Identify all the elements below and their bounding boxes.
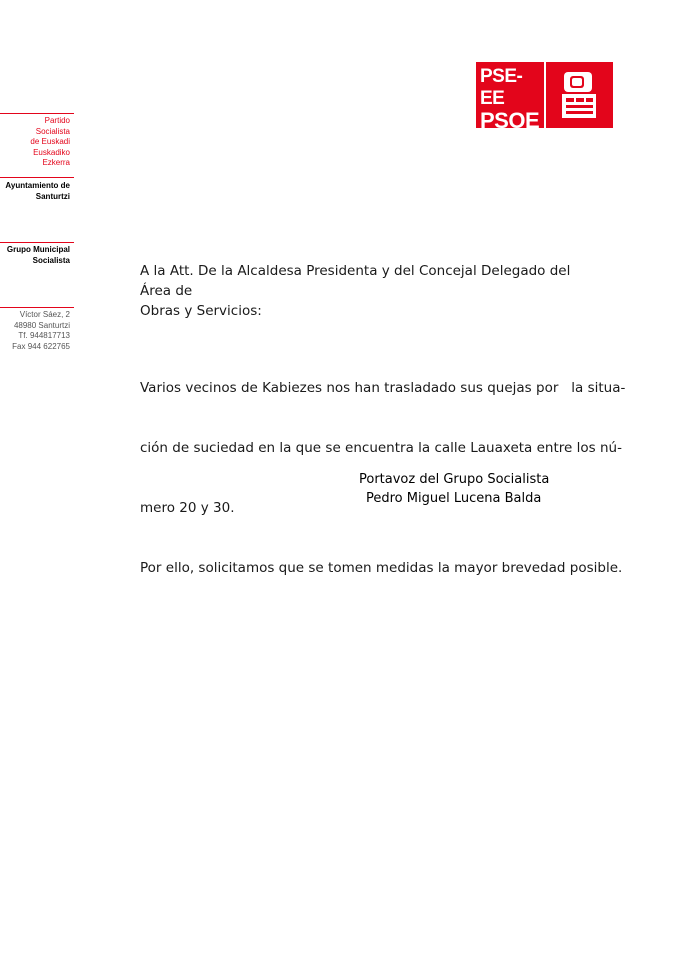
address-line: Víctor Sáez, 2 xyxy=(19,310,70,319)
logo-divider xyxy=(544,62,546,128)
fist-and-rose-icon xyxy=(562,72,598,118)
letter-greeting xyxy=(140,261,602,321)
sidebar-rule xyxy=(0,177,74,178)
party-line: Ezkerra xyxy=(42,158,70,167)
sidebar-rule xyxy=(0,113,74,114)
sidebar-party xyxy=(0,116,74,169)
logo-line-2: PSOE xyxy=(480,108,540,133)
body-line: ción de suciedad en la que se encuentra la calle Lauaxeta entre los nú- xyxy=(140,440,622,456)
group-line: Grupo Municipal xyxy=(6,245,70,254)
council-line: Ayuntamiento de xyxy=(5,181,70,190)
logo-wordmark xyxy=(480,66,542,132)
logo-line-1: PSE-EE xyxy=(480,66,523,109)
party-line: Socialista xyxy=(35,126,70,136)
greeting-line: Obras y Servicios: xyxy=(140,303,262,319)
sidebar-rule xyxy=(0,242,74,243)
sidebar-group xyxy=(0,245,74,266)
letter-body xyxy=(140,338,626,598)
signature-name: Pedro Miguel Lucena Balda xyxy=(366,491,542,506)
sidebar-council xyxy=(0,181,74,202)
address-line: Tf. 944817713 xyxy=(18,331,70,340)
sidebar-rule xyxy=(0,307,74,308)
party-line: Euskadiko xyxy=(33,147,70,157)
body-line: Por ello, solicitamos que se tomen medidas la mayor brevedad posible. xyxy=(140,560,623,576)
body-line: mero 20 y 30. xyxy=(140,500,235,516)
sidebar-address xyxy=(0,310,74,352)
party-line: Partido xyxy=(44,116,70,125)
party-line: de Euskadi xyxy=(30,137,70,146)
signature-role: Portavoz del Grupo Socialista xyxy=(359,472,550,487)
address-line: 48980 Santurtzi xyxy=(13,320,70,330)
party-logo xyxy=(476,62,613,133)
council-line: Santurtzi xyxy=(35,191,70,201)
body-line: Varios vecinos de Kabiezes nos han trasladado sus quejas por la situa- xyxy=(140,380,626,396)
greeting-line: A la Att. De la Alcaldesa Presidenta y del Concejal Delegado del Área de xyxy=(140,263,571,299)
group-line: Socialista xyxy=(32,255,70,265)
address-line: Fax 944 622765 xyxy=(12,341,70,351)
